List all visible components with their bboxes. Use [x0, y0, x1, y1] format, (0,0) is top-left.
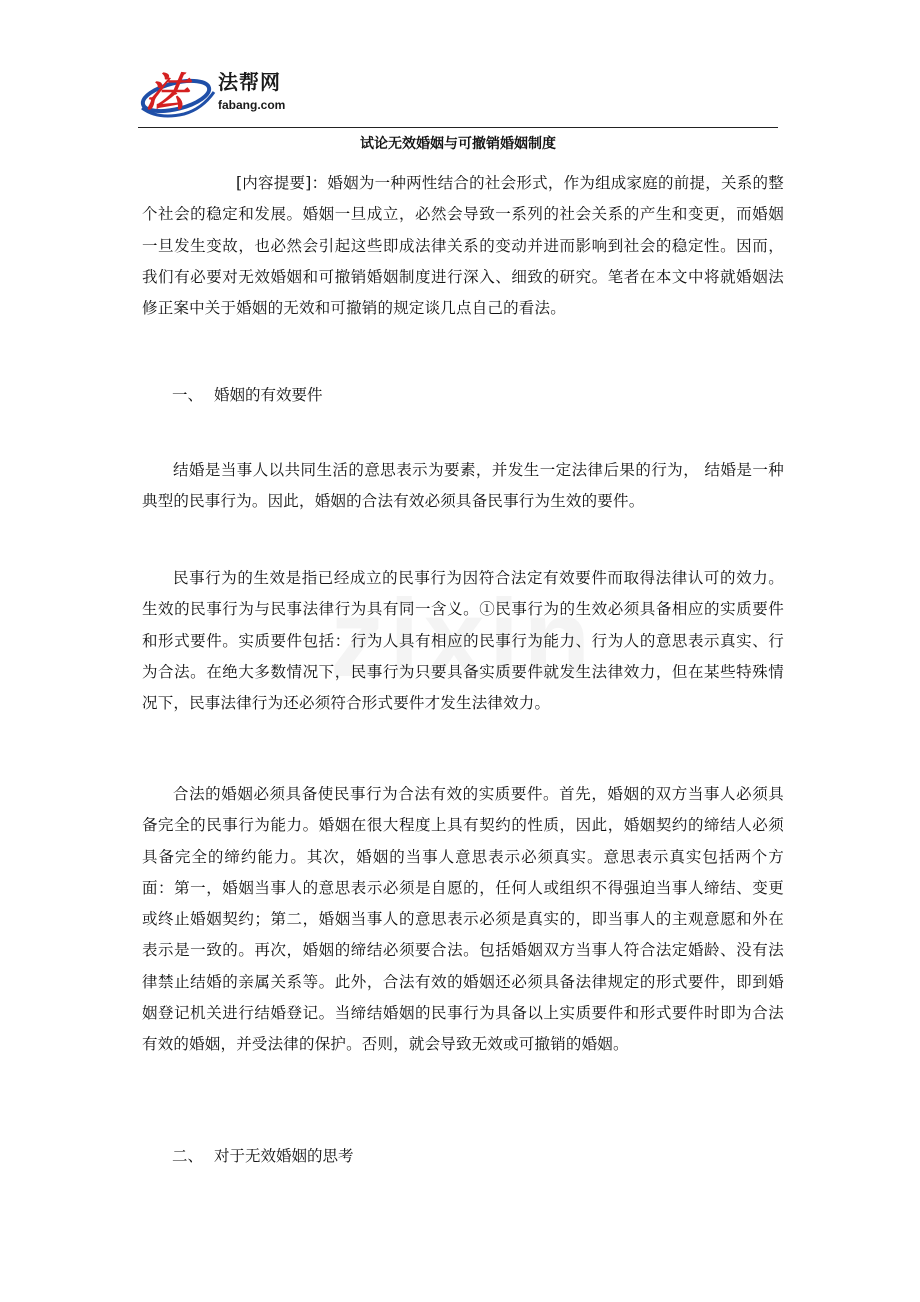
section-title: 对于无效婚姻的思考 [214, 1147, 354, 1165]
section-number: 二、 [172, 1147, 204, 1165]
body-paragraph: 合法的婚姻必须具备使民事行为合法有效的实质要件。首先，婚姻的双方当事人必须具备完全的民事行为能力。婚姻在很大程度上具有契约的性质，因此，婚姻契约的缔结人必须具备完全的缔约能力。其次，婚姻的当事人意思表示必须真实。意思表示真实包括两个方面：第一，婚姻当事人的意思表示必须是自愿的，任何人或组织不得强迫当事人缔结、变更或终止婚姻契约；第二，婚姻当事人的意思表示必须是真实的，即当事人的主观意愿和外在表示是一致的。再次，婚姻的缔结必须要合法。包括婚姻双方当事人符合法定婚龄、没有法律禁止结婚的亲属关系等。此外，合法有效的婚姻还必须具备法律规定的形式要件，即到婚姻登记机关进行结婚登记。当缔结婚姻的民事行为具备以上实质要件和形式要件时即为合法有效的婚姻，并受法律的保护。否则，就会导致无效或可撤销的婚姻。 [142, 785, 784, 1054]
fabang-logo-icon[interactable] [138, 62, 218, 122]
header-divider [138, 127, 778, 128]
section-heading-2 [172, 1141, 354, 1172]
logo-site-domain[interactable]: fabang.com [218, 98, 286, 112]
abstract-paragraph: [内容提要]：婚姻为一种两性结合的社会形式，作为组成家庭的前提，关系的整个社会的稳定和发展。婚姻一旦成立，必然会导致一系列的社会关系的产生和变更，而婚姻一旦发生变故，也必然会引起这些即成法律关系的变动并进而影响到社会的稳定性。因而，我们有必要对无效婚姻和可撤销婚姻制度进行深入、细致的研究。笔者在本文中将就婚姻法修正案中关于婚姻的无效和可撤销的规定谈几点自己的看法。 [142, 174, 784, 318]
site-header [138, 62, 778, 126]
section-heading-1 [172, 380, 323, 411]
body-paragraph: 结婚是当事人以共同生活的意思表示为要素，并发生一定法律后果的行为， 结婚是一种典型的民事行为。因此，婚姻的合法有效必须具备民事行为生效的要件。 [142, 461, 784, 511]
body-paragraph: 民事行为的生效是指已经成立的民事行为因符合法定有效要件而取得法律认可的效力。生效的民事行为与民事法律行为具有同一含义。①民事行为的生效必须具备相应的实质要件和形式要件。实质要件包括：行为人具有相应的民事行为能力、行为人的意思表示真实、行为合法。在绝大多数情况下，民事行为只要具备实质要件就发生法律效力，但在某些特殊情况下，民事法律行为还必须符合形式要件才发生法律效力。 [142, 569, 784, 713]
section-number: 一、 [172, 386, 204, 404]
document-title: 试论无效婚姻与可撤销婚姻制度 [360, 136, 556, 152]
logo-glyph: 法 [142, 68, 191, 116]
section-title: 婚姻的有效要件 [214, 386, 323, 404]
logo-site-name[interactable]: 法帮网 [218, 72, 281, 94]
